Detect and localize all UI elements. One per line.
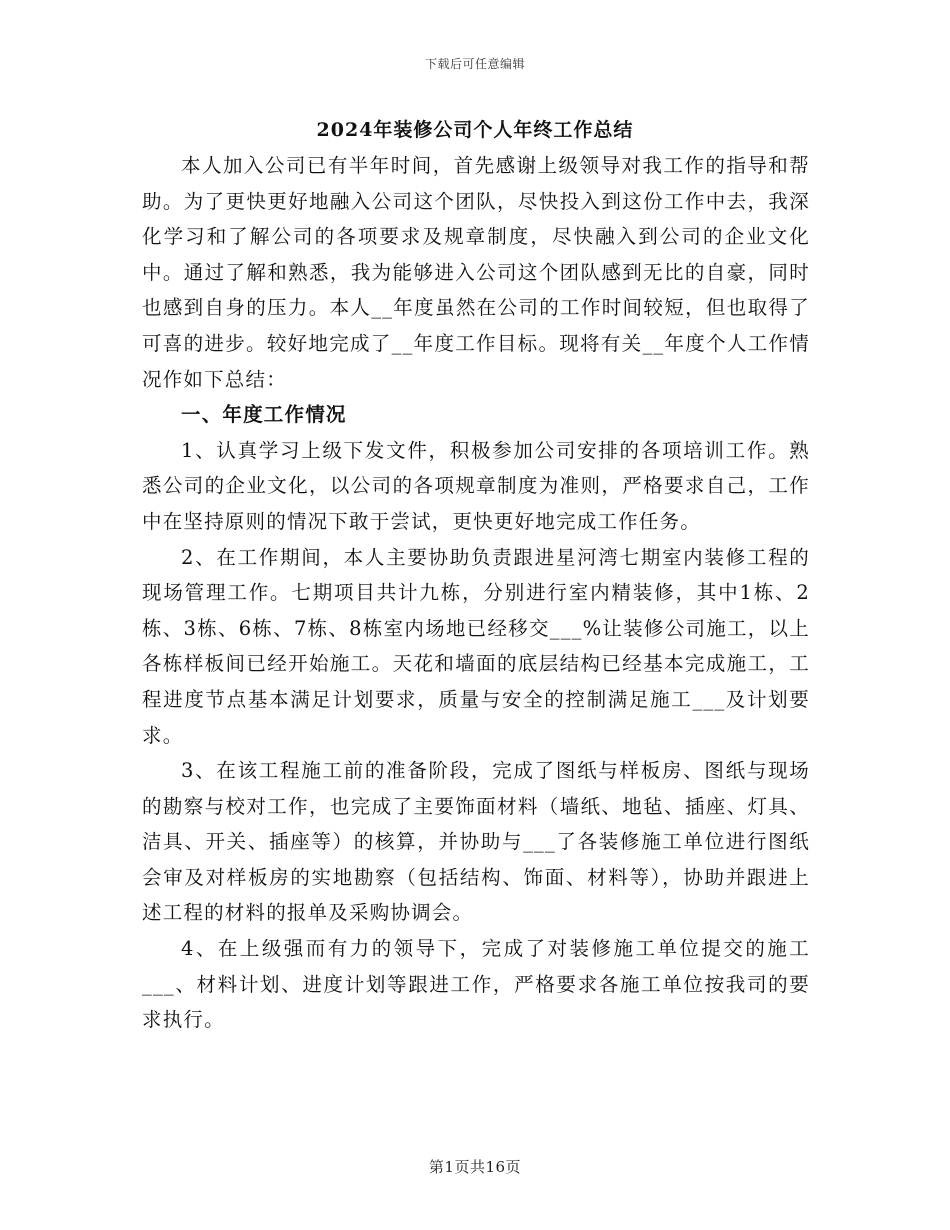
body-paragraph-3: 3、在该工程施工前的准备阶段，完成了图纸与样板房、图纸与现场的勘察与校对工作，也完成了主要饰面材料（墙纸、地毡、插座、灯具、洁具、开关、插座等）的核算，并协助与___了各装修施工单位进行图纸会审及对样板房的实地勘察（包括结构、饰面、材料等），协助并跟进上述工程的材料的报单及采购协调会。 — [142, 759, 810, 925]
document-title: 2024年装修公司个人年终工作总结 — [316, 119, 634, 141]
page-footer: 第1页共16页 — [428, 1158, 522, 1176]
section-heading: 一、年度工作情况 — [181, 403, 347, 427]
header-note: 下载后可任意编辑 — [424, 57, 525, 71]
body-paragraph-1: 1、认真学习上级下发文件，积极参加公司安排的各项培训工作。熟悉公司的企业文化，以公司的各项规章制度为准则，严格要求自己，工作中在坚持原则的情况下敢于尝试，更快更好地完成工作任务。 — [142, 438, 810, 533]
document-body — [142, 148, 810, 1038]
body-paragraph-4: 4、在上级强而有力的领导下，完成了对装修施工单位提交的施工___、材料计划、进度计划等跟进工作，严格要求各施工单位按我司的要求执行。 — [142, 937, 810, 1032]
body-paragraph-2: 2、在工作期间，本人主要协助负责跟进星河湾七期室内装修工程的现场管理工作。七期项目共计九栋，分别进行室内精装修，其中1栋、2栋、3栋、6栋、7栋、8栋室内场地已经移交___%让装修公司施工，以上各栋样板间已经开始施工。天花和墙面的底层结构已经基本完成施工，工程进度节点基本满足计划要求，质量与安全的控制满足施工___及计划要求。 — [142, 545, 810, 747]
intro-paragraph: 本人加入公司已有半年时间，首先感谢上级领导对我工作的指导和帮助。为了更快更好地融入公司这个团队，尽快投入到这份工作中去，我深化学习和了解公司的各项要求及规章制度，尽快融入到公司的企业文化中。通过了解和熟悉，我为能够进入公司这个团队感到无比的自豪，同时也感到自身的压力。本人__年度虽然在公司的工作时间较短，但也取得了可喜的进步。较好地完成了__年度工作目标。现将有关__年度个人工作情况作如下总结： — [142, 154, 810, 391]
